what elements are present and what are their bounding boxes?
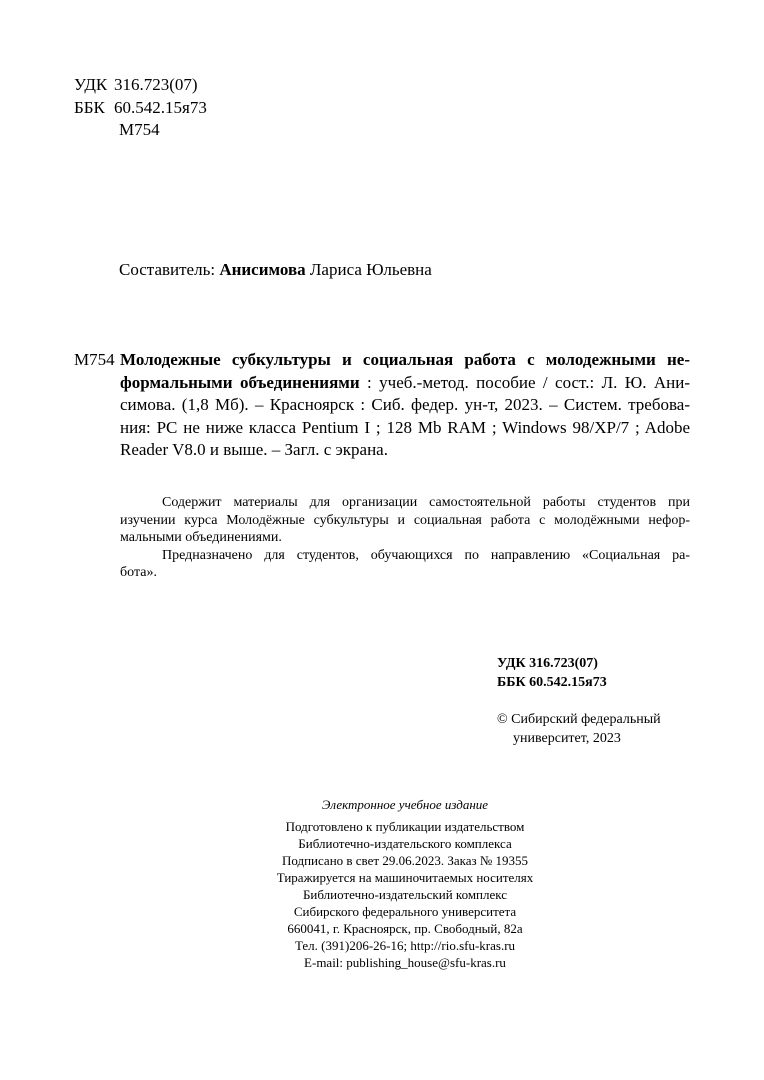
abstract (120, 494, 690, 582)
compiler-name: Лариса Юльевна (309, 260, 432, 279)
imprint-line: Сибирского федерального университета (293, 904, 517, 919)
bbk-line (74, 97, 374, 120)
imprint-line: Библиотечно-издательский комплекс (302, 887, 508, 902)
imprint-line: 660041, г. Красноярск, пр. Свободный, 82а (287, 921, 523, 936)
udk-label: УДК (74, 75, 108, 94)
copyright-line1: © Сибирский федеральный (497, 712, 661, 727)
udk-value: 316.723(07) (114, 75, 198, 94)
bottom-udk: УДК 316.723(07) (497, 656, 598, 671)
udk-line (74, 74, 374, 97)
bibliographic-record (120, 349, 690, 462)
bib-line2 (120, 372, 690, 395)
bib-title-line2: формальными объединениями (120, 372, 360, 392)
abstract-p1-l1: Содержит материалы для организации самостоятельной работы студентов при (162, 495, 690, 510)
abstract-p2-l2: бота». (120, 565, 157, 580)
bib-line5: Reader V8.0 и выше. – Загл. с экрана. (120, 440, 388, 459)
imprint-line: Подписано в свет 29.06.2023. Заказ № 19355 (281, 853, 529, 868)
bbk-label: ББК (74, 97, 105, 117)
imprint (205, 796, 605, 971)
top-classification (74, 74, 374, 142)
bibliographic-mark: М754 (74, 350, 115, 369)
imprint-line: Тиражируется на машиночитаемых носителях (276, 870, 534, 885)
bottom-bbk: ББК 60.542.15я73 (497, 675, 607, 690)
compiler-surname: Анисимова (219, 260, 306, 279)
bib-line2-rest: : учеб.-метод. пособие / сост.: Л. Ю. Ани- (359, 372, 691, 392)
author-mark: М754 (119, 120, 160, 139)
imprint-line: Библиотечно-издательского комплекса (298, 836, 512, 851)
edition-type: Электронное учебное издание (321, 797, 489, 812)
bbk-value: 60.542.15я73 (114, 97, 207, 117)
abstract-p2-l1: Предназначено для студентов, обучающихся по направлению «Социальная ра- (162, 547, 690, 563)
copyright-line2: университет, 2023 (513, 731, 621, 746)
abstract-p1-l2: изучении курса Молодёжные субкультуры и социальная работа с молодёжными нефор- (120, 512, 690, 528)
compiler-line (119, 259, 679, 282)
imprint-line: Подготовлено к публикации издательством (285, 819, 525, 834)
bib-line3: симова. (1,8 Мб). – Красноярск : Сиб. федер. ун-т, 2023. – Систем. требова- (120, 395, 690, 414)
compiler-label: Составитель: (119, 260, 216, 279)
imprint-line: E-mail: publishing_house@sfu-kras.ru (304, 955, 506, 970)
abstract-p1-l3: мальными объединениями. (120, 530, 282, 545)
bib-title-line1: Молодежные субкультуры и социальная работа с молодежными не- (120, 350, 690, 369)
bib-line4: ния: PC не ниже класса Pentium I ; 128 Mb RAM ; Windows 98/XP/7 ; Adobe (120, 417, 690, 437)
bottom-classification (497, 654, 697, 692)
imprint-line: Тел. (391)206-26-16; http://rio.sfu-kras.ru (294, 938, 516, 953)
copyright (497, 710, 717, 748)
